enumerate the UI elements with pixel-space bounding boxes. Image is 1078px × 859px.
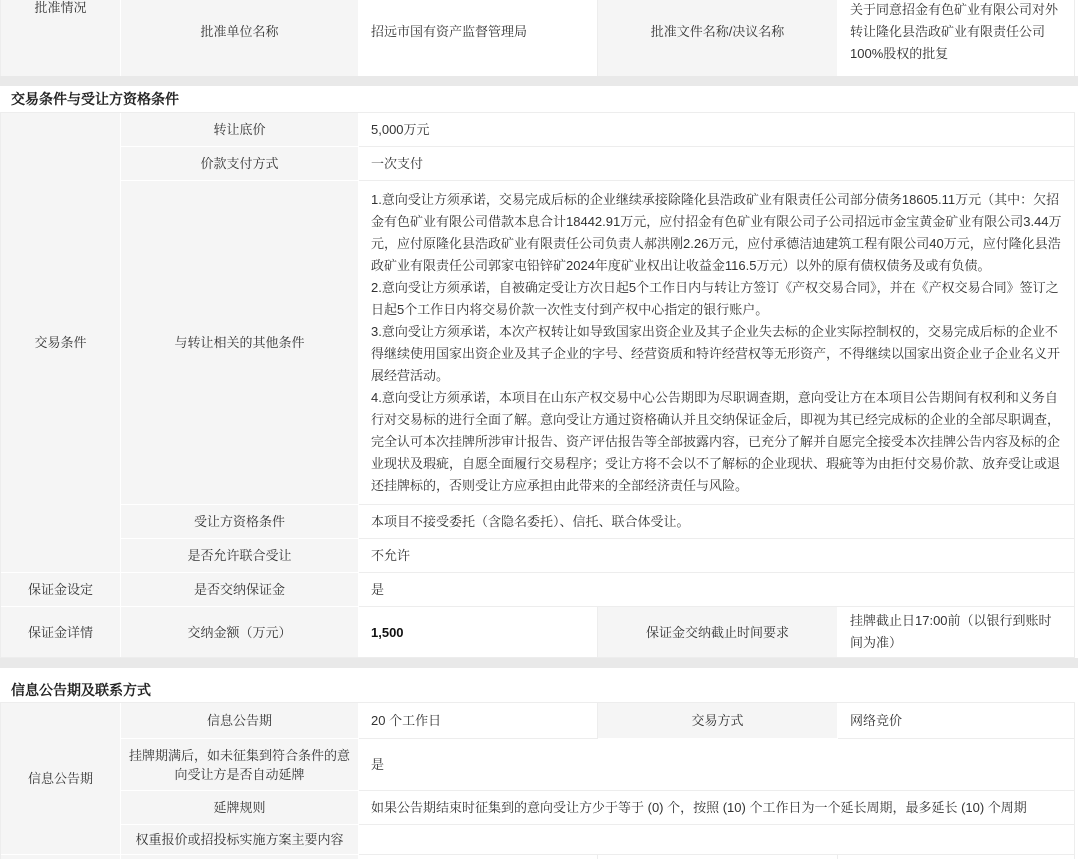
label-deposit-required: 是否交纳保证金 (121, 573, 359, 607)
value-deposit-amount: 1,500 (359, 607, 598, 657)
conditions-section-title: 交易条件与受让方资格条件 (11, 91, 179, 107)
next-group-cell-partial (1, 855, 121, 859)
value-deposit-required: 是 (359, 573, 1074, 607)
label-weighted-bid-content: 权重报价或招投标实施方案主要内容 (121, 825, 359, 855)
other-conditions-paragraph-1: 1.意向受让方须承诺，交易完成后标的企业继续承接除隆化县浩政矿业有限责任公司部分债务18605.11万元（其中：欠招金有色矿业有限公司借款本息合计18442.91万元，应付招金有色矿业有限公司子公司招远市金宝黄金矿业有限公司3.44万元，应付原隆化县浩政矿业有限责任公司负责人郝洪刚2.26万元，应付承德洁迪建筑工程有限公司40万元，应付隆化县浩政矿业有限责任公司郭家屯铅锌矿2024年度矿业权出让收益金116.5万元）以外的原有债权债务及或有负债。 (371, 192, 1062, 273)
approval-table (0, 0, 1075, 76)
section-separator (0, 658, 1078, 668)
approval-section (0, 0, 1078, 76)
label-approval-document-name: 批准文件名称/决议名称 (598, 0, 838, 76)
value-transferee-qualification: 本项目不接受委托（含隐名委托）、信托、联合体受让。 (359, 505, 1074, 539)
label-extend-rule: 延牌规则 (121, 791, 359, 825)
conditions-table (0, 112, 1075, 658)
label-trade-method: 交易方式 (598, 703, 838, 739)
value-extend-rule: 如果公告期结束时征集到的意向受让方少于等于 (0) 个，按照 (10) 个工作日为一个延长周期，最多延长 (10) 个周期 (359, 791, 1074, 825)
section-separator (0, 76, 1078, 86)
label-transferee-qualification: 受让方资格条件 (121, 505, 359, 539)
value-payment-method: 一次支付 (359, 147, 1074, 181)
label-announcement-period: 信息公告期 (121, 703, 359, 739)
trade-conditions-group-cell: 交易条件 (1, 113, 121, 573)
deposit-setting-group-cell: 保证金设定 (1, 573, 121, 607)
next-value-cell-partial (359, 855, 598, 859)
approval-group-label: 批准情况 (34, 0, 87, 15)
approval-group-cell (1, 0, 121, 76)
label-joint-transfer-allowed: 是否允许联合受让 (121, 539, 359, 573)
next-value-cell-partial (838, 855, 1074, 859)
value-announcement-period: 20 个工作日 (359, 703, 598, 739)
label-payment-method: 价款支付方式 (121, 147, 359, 181)
other-conditions-paragraph-3: 3.意向受让方须承诺，本次产权转让如导致国家出资企业及其子企业失去标的企业实际控制权的，交易完成后标的企业不得继续使用国家出资企业及其子企业的字号、经营资质和特许经营权等无形资产，不得继续以国家出资企业子企业名义开展经营活动。 (371, 324, 1061, 383)
value-auto-extend: 是 (359, 739, 1074, 791)
value-joint-transfer-allowed: 不允许 (359, 539, 1074, 573)
other-conditions-paragraph-2: 2.意向受让方须承诺，自被确定受让方次日起5个工作日内与转让方签订《产权交易合同》，并在《产权交易合同》签订之日起5个工作日内将交易价款一次性支付到产权中心指定的银行账户。 (371, 280, 1059, 317)
value-approval-document-name: 关于同意招金有色矿业有限公司对外转让隆化县浩政矿业有限责任公司100%股权的批复 (838, 0, 1074, 76)
value-approval-unit-name: 招远市国有资产监督管理局 (359, 0, 598, 76)
label-auto-extend: 挂牌期满后，如未征集到符合条件的意向受让方是否自动延牌 (121, 739, 359, 791)
next-label-cell-partial (121, 855, 359, 859)
value-other-conditions (359, 181, 1074, 505)
label-other-conditions: 与转让相关的其他条件 (121, 181, 359, 505)
next-value-cell-partial (598, 855, 838, 859)
announcement-section-title: 信息公告期及联系方式 (11, 682, 151, 698)
announcement-table (0, 702, 1075, 859)
value-weighted-bid-content (359, 825, 1074, 855)
label-floor-price: 转让底价 (121, 113, 359, 147)
label-deposit-amount: 交纳金额（万元） (121, 607, 359, 657)
other-conditions-paragraph-4: 4.意向受让方须承诺，本项目在山东产权交易中心公告期即为尽职调查期，意向受让方在本项目公告期间有权利和义务自行对交易标的进行全面了解。意向受让方通过资格确认并且交纳保证金后，即视为其已经完成标的企业的全部尽职调查，完全认可本次挂牌所涉审计报告、资产评估报告等全部披露内容，已充分了解并自愿完全接受本次挂牌公告内容及标的企业现状及瑕疵，自愿全面履行交易程序；受让方将不会以不了解标的企业现状、瑕疵等为由拒付交易价款、放弃受让或退还挂牌标的，否则受让方应承担由此带来的全部经济责任与风险。 (371, 390, 1061, 493)
deposit-detail-group-cell: 保证金详情 (1, 607, 121, 657)
conditions-section (0, 86, 1078, 658)
label-approval-unit-name: 批准单位名称 (121, 0, 359, 76)
announcement-section (0, 668, 1078, 859)
announcement-period-group-cell: 信息公告期 (1, 703, 121, 855)
label-deposit-deadline: 保证金交纳截止时间要求 (598, 607, 838, 657)
value-trade-method: 网络竞价 (838, 703, 1074, 739)
value-deposit-deadline: 挂牌截止日17:00前（以银行到账时间为准） (838, 607, 1074, 657)
value-floor-price: 5,000万元 (359, 113, 1074, 147)
